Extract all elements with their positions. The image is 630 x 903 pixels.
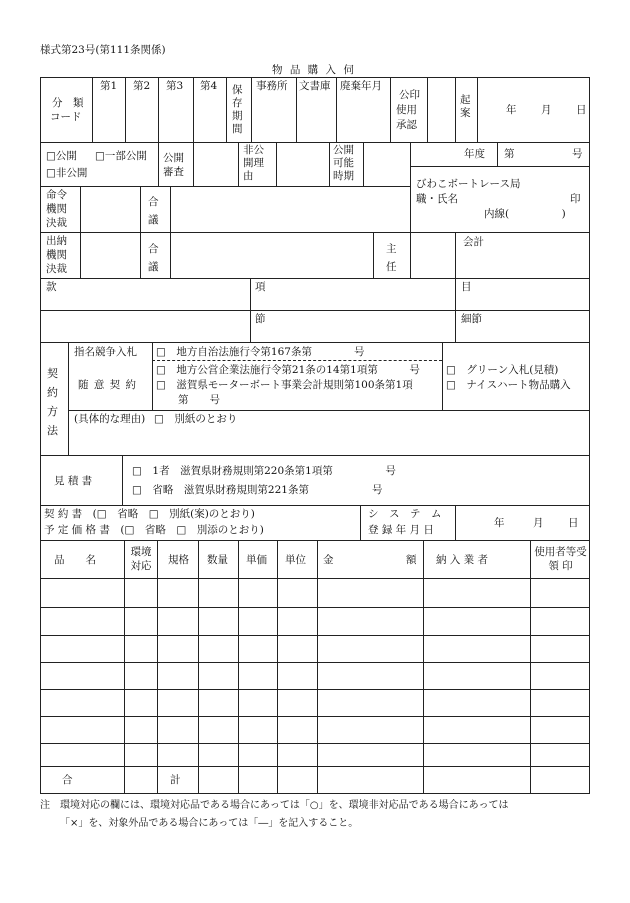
dai-label: 第 (504, 148, 515, 160)
saimoku-label: 細節 (461, 313, 482, 325)
dai1-label: 第1 (100, 80, 118, 92)
bunrui-label: 分 類 (52, 97, 84, 109)
go-label: 号 (572, 148, 583, 160)
ichibu-kokai-checkbox[interactable]: □一部公開 (95, 150, 147, 162)
shimei-label: 指名競争入札 (74, 346, 137, 358)
betsu-option[interactable]: □ 別紙のとおり (154, 413, 238, 425)
col-juryo: 使用者等受 領 印 (534, 546, 587, 572)
col-hinmei: 品 名 (54, 554, 96, 566)
haiki-label: 廃棄年月 (340, 80, 382, 92)
keiyakusho-line[interactable]: 契 約 書 (□ 省略 □ 別紙(案)のとおり) (44, 508, 255, 520)
system-label-1: シ ス テ ム (368, 508, 442, 520)
col-kin: 金 (323, 554, 334, 566)
zuii-label: 随 意 契 約 (78, 379, 138, 391)
dai4-label: 第4 (200, 80, 218, 92)
nendo-label: 年度 (464, 148, 485, 160)
nice-heart-option[interactable]: □ ナイスハート物品購入 (446, 379, 571, 391)
col-nonyu: 納 入 業 者 (436, 554, 489, 566)
moku-label: 目 (461, 281, 472, 293)
zuii-option-2b: 第 号 (178, 394, 220, 406)
kian-nen: 年 (506, 104, 517, 116)
suitou-label: 出納機関決裁 (46, 235, 67, 275)
estimate-option-2[interactable]: □ 省略 滋賀県財務規則第221条第 号 (132, 484, 383, 496)
col-tanka: 単価 (246, 554, 267, 566)
naisen-label: 内線( ) (484, 208, 566, 220)
system-nichi: 日 (568, 517, 579, 529)
kian-label: 起案 (460, 94, 471, 119)
green-option[interactable]: □ グリーン入札(見積) (446, 364, 559, 376)
form-title: 物 品 購 入 伺 (272, 64, 356, 76)
col-kikaku: 規格 (168, 554, 189, 566)
shonin-label: 承認 (396, 119, 417, 131)
shunin-label: 主任 (386, 243, 397, 273)
zuii-option-1[interactable]: □ 地方公営企業法施行令第21条の14第1項第 号 (156, 364, 420, 376)
col-kankyo: 環境対応 (130, 546, 152, 572)
kian-nichi: 日 (576, 104, 587, 116)
ai2-label: 合議 (148, 243, 159, 273)
col-suryo: 数量 (207, 554, 228, 566)
estimate-label: 見 積 書 (54, 475, 93, 487)
col-tani: 単位 (285, 554, 306, 566)
hozon-label: 保存期間 (232, 84, 243, 135)
system-label-2: 登 録 年 月 日 (368, 524, 434, 536)
hikokai-checkbox[interactable]: □非公開 (46, 167, 88, 179)
note-line-1: 注 環境対応の欄には、環境対応品である場合にあっては「○」を、環境非対応品である場合にあっては (40, 800, 509, 811)
setsu-label: 節 (255, 313, 266, 325)
shokushimei-label: 職・氏名 (416, 193, 458, 205)
office-name: びわこボートレース局 (416, 178, 521, 190)
ai1-label: 合議 (148, 196, 159, 226)
col-gaku: 額 (406, 554, 417, 566)
system-nen: 年 (494, 517, 505, 529)
meirei-label: 命令機関決裁 (46, 189, 67, 229)
dai2-label: 第2 (133, 80, 151, 92)
kokai-shinsa-label: 公開審査 (163, 152, 184, 178)
kou-label: 項 (255, 281, 266, 293)
kan-label: 款 (46, 281, 57, 293)
dai3-label: 第3 (166, 80, 184, 92)
total-label-2: 計 (170, 774, 181, 786)
code-label: コード (50, 111, 82, 123)
contract-label: 契約方法 (47, 367, 58, 437)
kaikei-label: 会計 (463, 236, 484, 248)
kokai-checkbox[interactable]: □公開 (46, 150, 77, 162)
jimusho-label: 事務所 (256, 80, 288, 92)
kouin-label: 公印 (399, 89, 420, 101)
zuii-option-2[interactable]: □ 滋賀県モーターボート事業会計規則第100条第1項 (156, 379, 413, 391)
kian-gatsu: 月 (541, 104, 552, 116)
yotei-kakaku-line[interactable]: 予 定 価 格 書 (□ 省略 □ 別添のとおり) (44, 524, 264, 536)
hikokai-riyu-label: 非公開理由 (243, 144, 264, 182)
estimate-option-1[interactable]: □ 1者 滋賀県財務規則第220条第1項第 号 (132, 465, 396, 477)
bunshoko-label: 文書庫 (299, 80, 331, 92)
system-gatsu: 月 (533, 517, 544, 529)
shimei-option[interactable]: □ 地方自治法施行令第167条第 号 (156, 346, 365, 358)
note-line-2: 「×」を、対象外品である場合にあっては「―」を記入すること。 (60, 818, 359, 829)
shiyo-label: 使用 (396, 104, 417, 116)
gutai-label: (具体的な理由) (74, 413, 146, 425)
kokai-kanou-label: 公開可能時期 (333, 144, 354, 182)
total-label: 合 (62, 774, 73, 786)
form-id: 様式第23号(第111条関係) (40, 44, 166, 56)
in-label: 印 (570, 193, 581, 205)
